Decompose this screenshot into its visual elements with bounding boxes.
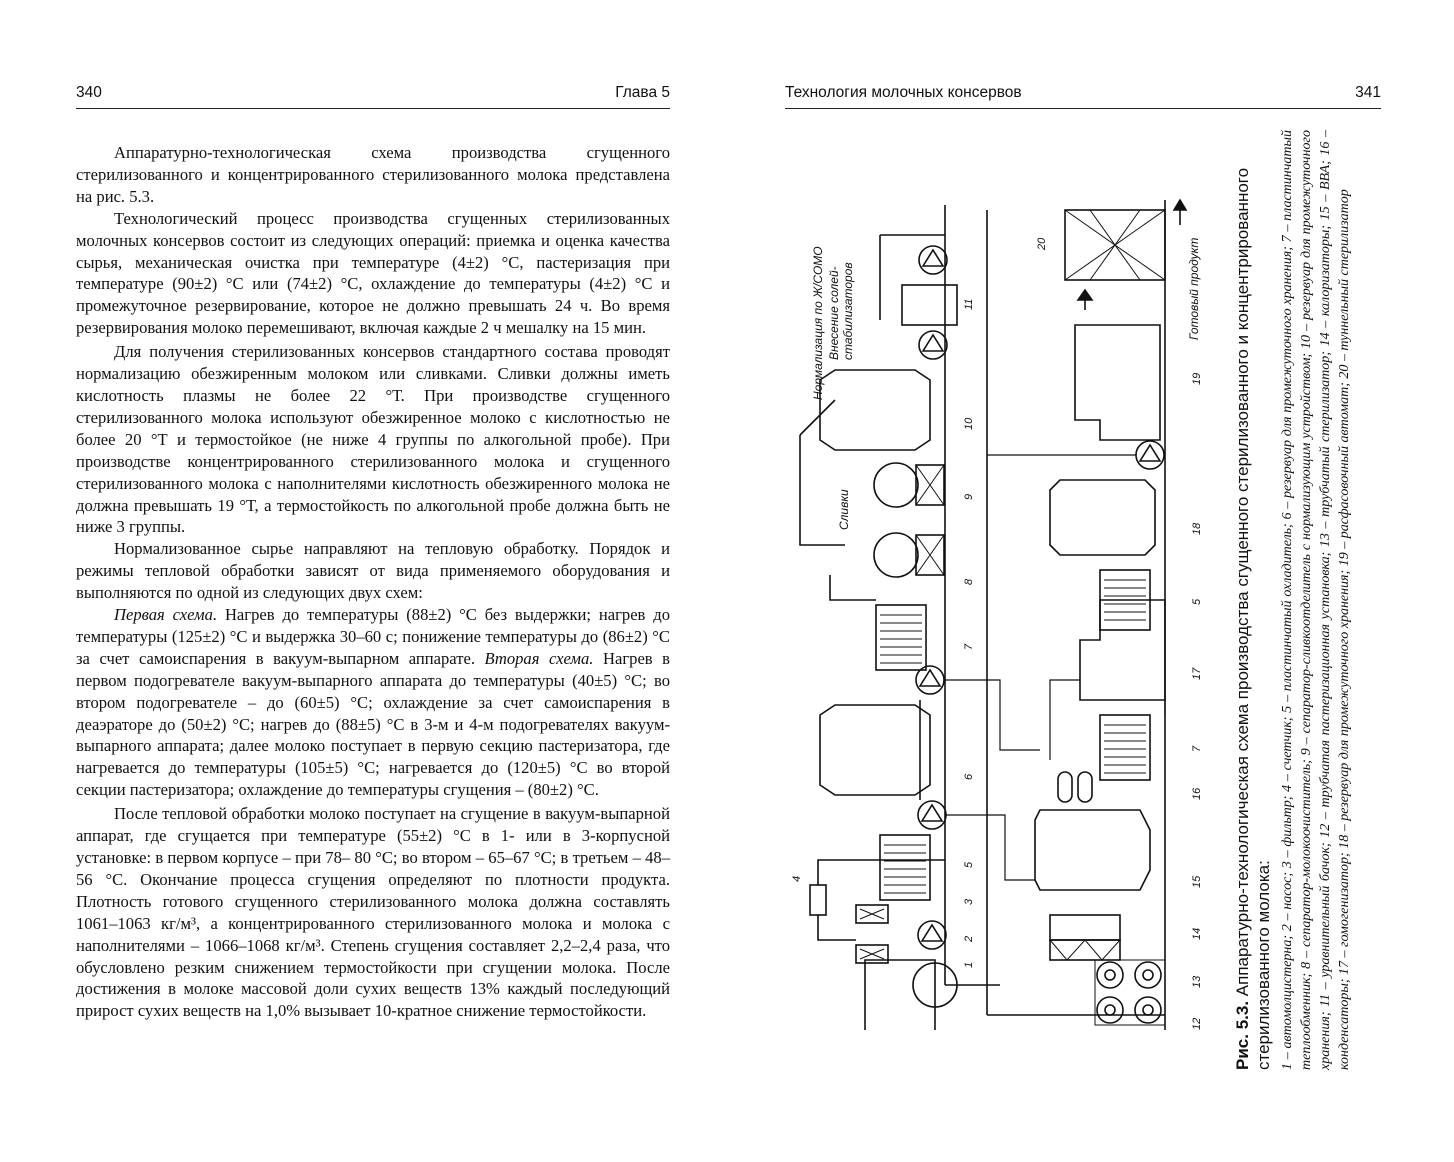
component-number: 8 (963, 578, 975, 585)
component-number: 5 (963, 861, 975, 868)
pump-icon (919, 331, 947, 359)
paragraph: Технологический процесс производства сгущенных стерилизованных молочных консервов состоит из следующих операций: приемка и оценка качества сырья, механическая очистка при температуре (4±2) °С, пастеризация при температуре (90±2) °С или (74±2) °С, охлаждение до температуры (4±2) °С и промежуточное резервирование, которое не должно превышать 24 ч. Во время резервирования молоко перемешивают, включая каждые 2 ч мешалку на 15 мин. (76, 208, 670, 338)
plate-cooler (880, 835, 930, 900)
paragraph: Нормализованное сырье направляют на тепловую обработку. Порядок и режимы тепловой обработки зависят от вида применяемого оборудования и выполняются по одной из следующих двух схем: (76, 539, 670, 603)
scheme-text: Нагрев до температуры (88±2) °С без выдержки; нагрев до температуры (125±2) °С и выдержка 30–60 с; понижение температуры до (86±2) °С за счет самоиспарения в вакуум-выпарном аппарате. (76, 605, 670, 668)
label-stabilizers: Внесение солей- (827, 266, 841, 360)
filling-machine (1075, 325, 1160, 440)
component-number: 4 (791, 875, 803, 882)
scheme-text: Нагрев в первом подогревателе вакуум-выпарного аппарата до температуры (40±5) °С; во втором подогревателе – до (60±5) °С; охлаждение за счет самоиспарения в деаэраторе до (50±2) °С; нагрев до (88±5) °С в 3-м и 4-м подогревателях вакуум-выпарного аппарата; далее молоко поступает в первую секцию пастеризатора, где нагревается до температуры (105±5) °С; нагревается до (120±5) °С во второй секции пастеризатора; охлаждение до температуры сгущения – (80±2) °С. (76, 648, 670, 800)
component-number: 18 (1191, 522, 1203, 535)
component-number: 3 (963, 898, 975, 905)
chapter-title: Глава 5 (615, 84, 670, 101)
component-number: 10 (963, 417, 975, 430)
filter (856, 905, 888, 963)
milk-tanker (865, 960, 957, 1030)
counter (810, 885, 826, 915)
figure-caption (1232, 130, 1354, 1070)
component-number: 14 (1191, 927, 1203, 940)
component-number: 5 (1191, 598, 1203, 605)
running-title: Технология молочных консервов (785, 84, 1022, 101)
pump-icon (918, 801, 946, 829)
plate-heat-exchanger (1100, 715, 1150, 780)
component-number: 6 (963, 773, 975, 780)
tunnel-sterilizer (1065, 210, 1165, 280)
paragraph: После тепловой обработки молоко поступает на сгущение в вакуум-выпарной аппарат, где сгущается при температуре (55±2) °С в 1- или в 3-корпусной установке: в первом корпусе – при 78– 80 °С; во втором – 65–67 °С; в третьем – 48–56 °С. Окончание процесса сгущения определяют по плотности продукта. Плотность готового сгущенного стерилизованного молока должна составлять 1061–1063 кг/м³, а концентрированного стерилизованного молока и молока с наполнителями – 1066–1068 кг/м³. Степень сгущения составляет 2,2–2,4 раза, что обусловлено резким снижением термостойкости при сгущении молока. После достижения в молоке массовой доли сухих веществ 13% каждый последующий прирост сухих веществ на 1,0% вызывает 10-кратное снижение термостойкости. (76, 804, 670, 1021)
vacuum-evaporator (1035, 810, 1150, 890)
pump-icon (918, 921, 946, 949)
component-number: 7 (1191, 745, 1203, 752)
condenser (1058, 772, 1092, 802)
caption-label: Рис. 5.3. (1233, 1000, 1252, 1070)
scheme-label: Вторая схема. (484, 648, 594, 668)
component-number: 11 (963, 298, 975, 310)
separator (874, 463, 944, 507)
caption-title (1232, 130, 1274, 1070)
label-cream: Сливки (837, 489, 851, 530)
arrow-up-icon (1174, 200, 1186, 210)
storage-tank (820, 700, 930, 800)
component-number: 15 (1191, 875, 1203, 888)
pump-icon (919, 246, 947, 274)
component-number: 1 (963, 961, 975, 968)
component-number: 12 (1191, 1017, 1203, 1030)
caption-title-text: Аппаратурно-технологическая схема производства сгущенного стерилизованного и концентрированного стерилизованного молока: (1233, 167, 1273, 1070)
label-finished-product: Готовый продукт (1187, 237, 1201, 340)
page-number: 340 (76, 84, 102, 101)
label-stabilizers: стабилизаторов (841, 262, 855, 360)
paragraph: Аппаратурно-технологическая схема производства сгущенного стерилизованного и концентрированного стерилизованного молока представлена на рис. 5.3. (76, 143, 670, 206)
component-number: 20 (1036, 237, 1048, 250)
storage-tank (820, 370, 930, 450)
caption-legend: 1 – автомолцистерна; 2 – насос; 3 – фильтр; 4 – счетчик; 5 – пластинчатый охладитель; 6 – резервуар для промежуточного хранения; 7 – пластинчатый теплообменник; 8 – сепаратор-молокоочиститель; 9 – сепаратор-сливкоотделитель с нормализующим устройством; 10 – резервуар для промежуточного хранения; 11 – уравнительный бачок; 12 – трубчатая пастеризационная установка; 13 – трубчатый стерилизатор; 14 – калоризаторы; 15 – ВВА; 16 – конденсаторы; 17 – гомогенизатор; 18 – резервуар для промежуточного хранения; 19 – расфасовочный автомат; 20 – туннельный стерилизатор (1280, 130, 1352, 1070)
separator (874, 533, 944, 577)
plate-heat-exchanger (876, 605, 926, 670)
component-number: 7 (963, 643, 975, 650)
scheme-label: Первая схема. (114, 605, 218, 625)
component-number: 19 (1191, 372, 1203, 385)
pump-icon (1136, 441, 1164, 469)
component-number: 13 (1191, 975, 1203, 988)
paragraph: Для получения стерилизованных консервов стандартного состава проводят нормализацию обезжиренным молоком или сливками. Сливки должны иметь кислотность плазмы не более 22 °Т. При производстве сгущенного стерилизованного молока используют обезжиренное молоко с кислотностью не более 20 °Т и термостойкое (не ниже 4 группы по алкогольной пробе). При производстве концентрированного стерилизованного молока и сгущенного стерилизованного молока с наполнителями кислотность обезжиренного молока не должна превышать 19 °Т, а термостойкость по алкогольной пробе должна быть не ниже 3 группы. (76, 342, 670, 537)
component-number: 17 (1191, 667, 1203, 680)
component-number: 16 (1191, 787, 1203, 800)
label-normalization: Нормализация по Ж/СОМО (811, 246, 825, 400)
component-number: 2 (963, 935, 975, 942)
homogenizer (1080, 600, 1165, 700)
component-number: 9 (963, 493, 975, 500)
calorizer (1050, 915, 1120, 960)
arrow-up-icon (1078, 290, 1092, 300)
balance-tank (902, 285, 957, 325)
storage-tank (1050, 480, 1155, 555)
page-number: 341 (1355, 84, 1381, 101)
